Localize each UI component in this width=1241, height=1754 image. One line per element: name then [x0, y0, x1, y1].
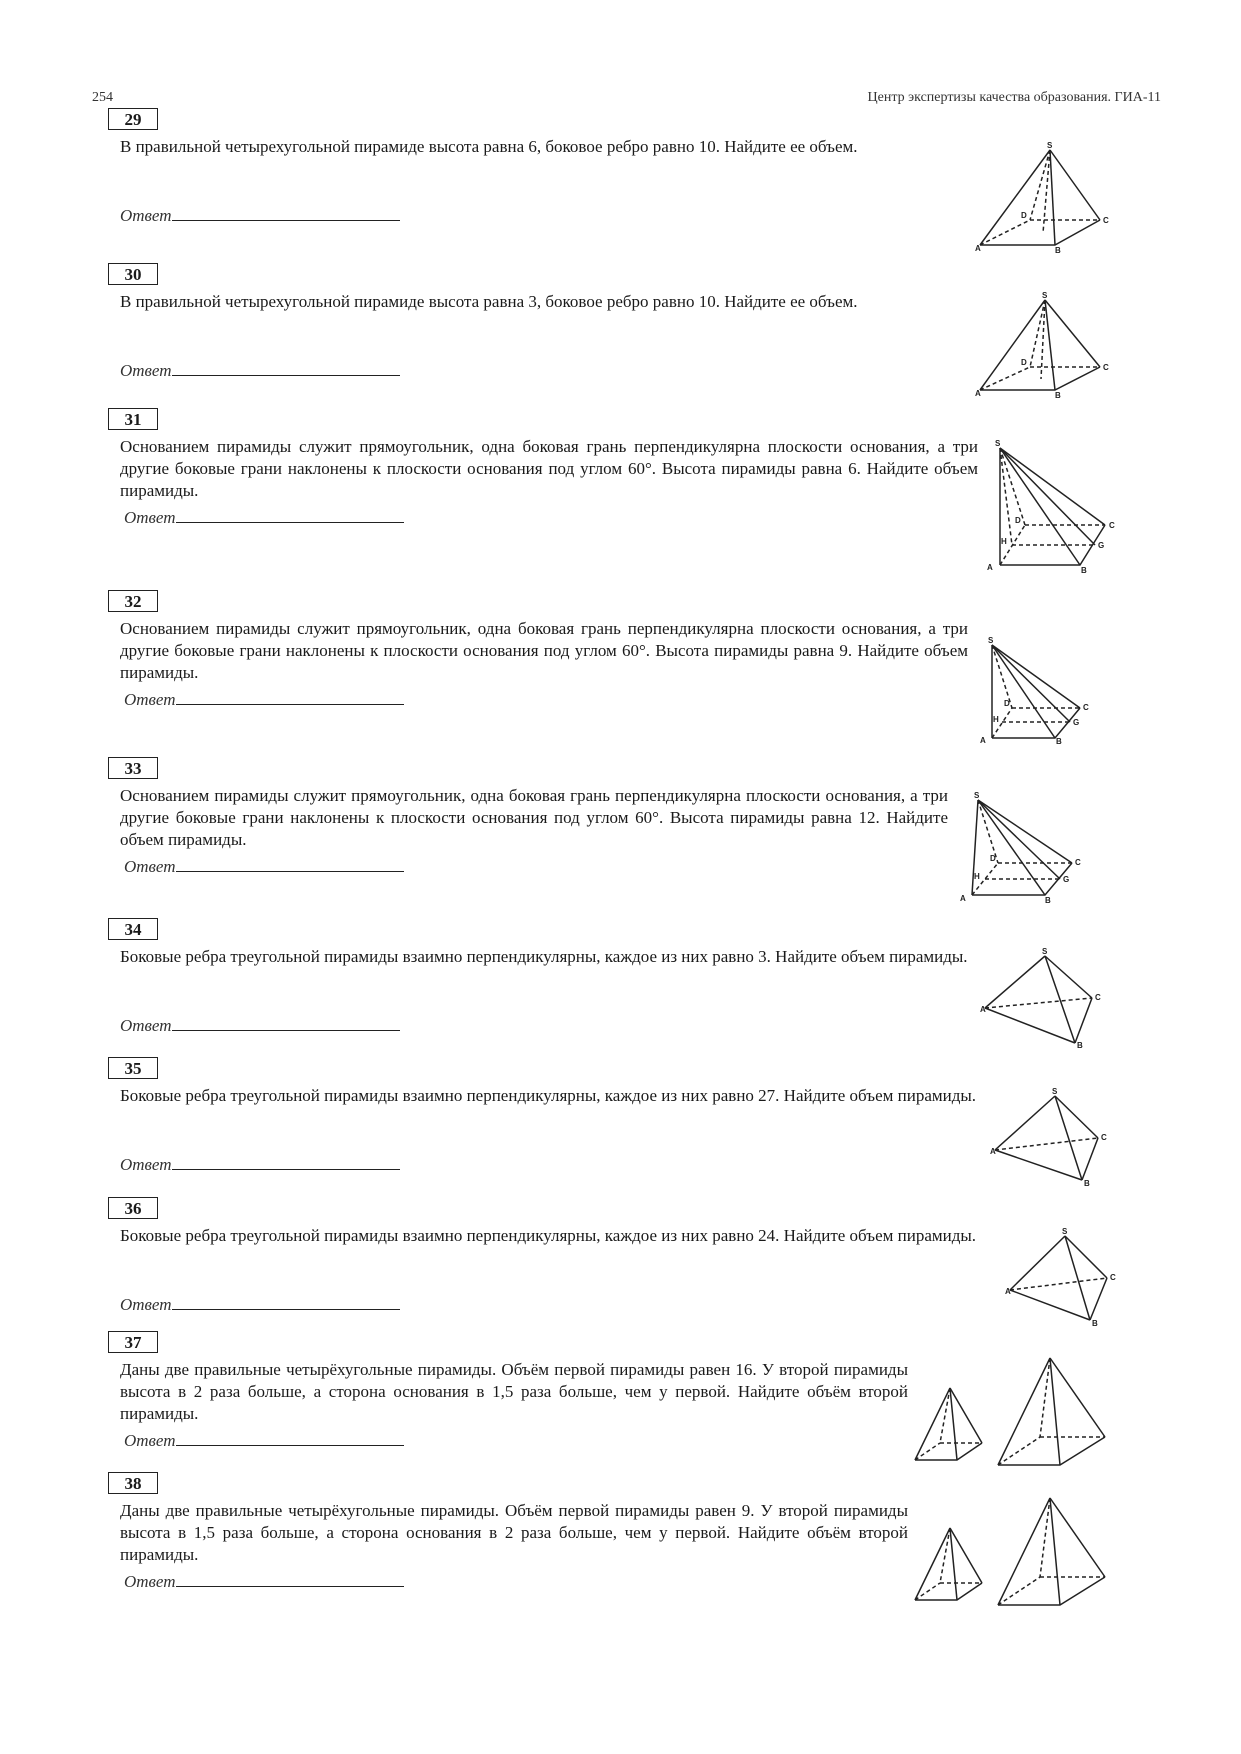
- problem-number: 34: [108, 918, 158, 940]
- answer-input[interactable]: [176, 1570, 404, 1587]
- answer-line: [124, 1429, 404, 1451]
- vertex-label-g: G: [1098, 541, 1105, 550]
- answer-input[interactable]: [172, 1014, 400, 1031]
- vertex-label-b: B: [1055, 246, 1061, 255]
- vertex-label-c: C: [1110, 1273, 1116, 1282]
- answer-line: [120, 1153, 400, 1175]
- vertex-label-a: A: [975, 244, 981, 253]
- answer-input[interactable]: [176, 855, 404, 872]
- vertex-label-s: S: [1042, 947, 1048, 956]
- answer-label: Ответ: [120, 206, 172, 225]
- vertex-label-c: C: [1095, 993, 1101, 1002]
- rectangular-pyramid-figure: [985, 440, 1125, 580]
- problem-number: 30: [108, 263, 158, 285]
- problem-text: Боковые ребра треугольной пирамиды взаимно перпендикулярны, каждое из них равно 3. Найдите объем пирамиды.: [120, 947, 968, 966]
- problem-text: Даны две правильные четырёхугольные пирамиды. Объём первой пирамиды равен 9. У второй пирамиды высота в 1,5 раза больше, а сторона основания в 2 раза больше, чем у первой. Найдите объём второй пирамиды.: [120, 1501, 908, 1564]
- answer-label: Ответ: [124, 1431, 176, 1450]
- problem-text: Основанием пирамиды служит прямоугольник, одна боковая грань перпендикулярна плоскости основания, а три другие боковые грани наклонены к плоскости основания под углом 60°. Высота пирамиды равна 9. Найдите объем пирамиды.: [120, 619, 968, 682]
- answer-line: [120, 359, 400, 381]
- problem-number: 33: [108, 757, 158, 779]
- vertex-label-a: A: [1005, 1287, 1011, 1296]
- problem-text: В правильной четырехугольной пирамиде высота равна 6, боковое ребро равно 10. Найдите ее объем.: [120, 137, 858, 156]
- answer-input[interactable]: [172, 204, 400, 221]
- square-pyramid-figure: [975, 291, 1125, 405]
- answer-input[interactable]: [176, 1429, 404, 1446]
- square-pyramid-figure: [975, 141, 1125, 260]
- problem-text: Основанием пирамиды служит прямоугольник, одна боковая грань перпендикулярна плоскости основания, а три другие боковые грани наклонены к плоскости основания под углом 60°. Высота пирамиды равна 6. Найдите объем пирамиды.: [120, 437, 978, 500]
- vertex-label-a: A: [980, 1005, 986, 1014]
- vertex-label-a: A: [975, 389, 981, 398]
- vertex-label-d: D: [1021, 211, 1027, 220]
- vertex-label-s: S: [995, 439, 1001, 448]
- vertex-label-s: S: [988, 636, 994, 645]
- problem-number: 38: [108, 1472, 158, 1494]
- vertex-label-h: H: [1001, 537, 1007, 546]
- rectangular-pyramid-figure: [960, 791, 1095, 910]
- vertex-label-a: A: [980, 736, 986, 745]
- problem-number: 37: [108, 1331, 158, 1353]
- triangular-pyramid-figure: [990, 1088, 1115, 1193]
- answer-line: [124, 1570, 404, 1592]
- small-square-pyramid-figure: [912, 1525, 992, 1610]
- vertex-label-d: D: [1004, 699, 1010, 708]
- problem-number: 29: [108, 108, 158, 130]
- answer-label: Ответ: [124, 690, 176, 709]
- vertex-label-c: C: [1083, 703, 1089, 712]
- vertex-label-c: C: [1101, 1133, 1107, 1142]
- vertex-label-c: C: [1103, 216, 1109, 225]
- answer-label: Ответ: [120, 1295, 172, 1314]
- answer-label: Ответ: [120, 1016, 172, 1035]
- answer-line: [120, 204, 400, 226]
- problem-number: 35: [108, 1057, 158, 1079]
- problem-number: 32: [108, 590, 158, 612]
- problem-text: Основанием пирамиды служит прямоугольник, одна боковая грань перпендикулярна плоскости основания, а три другие боковые грани наклонены к плоскости основания под углом 60°. Высота пирамиды равна 12. Найдите объем пирамиды.: [120, 786, 948, 849]
- answer-line: [120, 1293, 400, 1315]
- vertex-label-s: S: [1042, 291, 1048, 300]
- answer-label: Ответ: [120, 361, 172, 380]
- vertex-label-b: B: [1084, 1179, 1090, 1188]
- answer-label: Ответ: [124, 508, 176, 527]
- small-square-pyramid-figure: [912, 1385, 992, 1470]
- vertex-label-s: S: [1062, 1227, 1068, 1236]
- problem-number: 31: [108, 408, 158, 430]
- vertex-label-d: D: [990, 854, 996, 863]
- vertex-label-a: A: [990, 1147, 996, 1156]
- vertex-label-b: B: [1056, 737, 1062, 746]
- answer-label: Ответ: [124, 857, 176, 876]
- answer-input[interactable]: [176, 506, 404, 523]
- problem-number: 36: [108, 1197, 158, 1219]
- vertex-label-b: B: [1045, 896, 1051, 905]
- vertex-label-h: H: [974, 872, 980, 881]
- problem-text: В правильной четырехугольной пирамиде высота равна 3, боковое ребро равно 10. Найдите ее объем.: [120, 292, 858, 311]
- vertex-label-s: S: [1052, 1087, 1058, 1096]
- large-square-pyramid-figure: [995, 1495, 1120, 1615]
- rectangular-pyramid-figure: [980, 636, 1100, 750]
- answer-input[interactable]: [172, 359, 400, 376]
- vertex-label-s: S: [1047, 141, 1053, 150]
- problem-text: Даны две правильные четырёхугольные пирамиды. Объём первой пирамиды равен 16. У второй пирамиды высота в 2 раза больше, а сторона основания в 1,5 раза больше, чем у первой. Найдите объём второй пирамиды.: [120, 1360, 908, 1423]
- vertex-label-c: C: [1103, 363, 1109, 372]
- problem-text: Боковые ребра треугольной пирамиды взаимно перпендикулярны, каждое из них равно 24. Найдите объем пирамиды.: [120, 1226, 977, 1245]
- vertex-label-d: D: [1021, 358, 1027, 367]
- triangular-pyramid-figure: [980, 948, 1110, 1053]
- answer-label: Ответ: [124, 1572, 176, 1591]
- running-header: Центр экспертизы качества образования. ГИА-11: [867, 90, 1161, 105]
- vertex-label-c: C: [1109, 521, 1115, 530]
- vertex-label-d: D: [1015, 516, 1021, 525]
- vertex-label-g: G: [1063, 875, 1070, 884]
- vertex-label-g: G: [1073, 718, 1080, 727]
- vertex-label-c: C: [1075, 858, 1081, 867]
- answer-line: [124, 688, 404, 710]
- answer-input[interactable]: [172, 1153, 400, 1170]
- vertex-label-a: A: [987, 563, 993, 572]
- answer-line: [124, 506, 404, 528]
- answer-input[interactable]: [172, 1293, 400, 1310]
- vertex-label-a: A: [960, 894, 966, 903]
- large-square-pyramid-figure: [995, 1355, 1120, 1475]
- vertex-label-b: B: [1092, 1319, 1098, 1328]
- vertex-label-b: B: [1081, 566, 1087, 575]
- vertex-label-h: H: [993, 715, 999, 724]
- triangular-pyramid-figure: [1005, 1228, 1125, 1333]
- vertex-label-b: B: [1055, 391, 1061, 400]
- answer-line: [120, 1014, 400, 1036]
- answer-line: [124, 855, 404, 877]
- vertex-label-s: S: [974, 791, 980, 800]
- vertex-label-b: B: [1077, 1041, 1083, 1050]
- answer-label: Ответ: [120, 1155, 172, 1174]
- answer-input[interactable]: [176, 688, 404, 705]
- page-number: 254: [92, 90, 113, 105]
- problem-text: Боковые ребра треугольной пирамиды взаимно перпендикулярны, каждое из них равно 27. Найдите объем пирамиды.: [120, 1086, 977, 1105]
